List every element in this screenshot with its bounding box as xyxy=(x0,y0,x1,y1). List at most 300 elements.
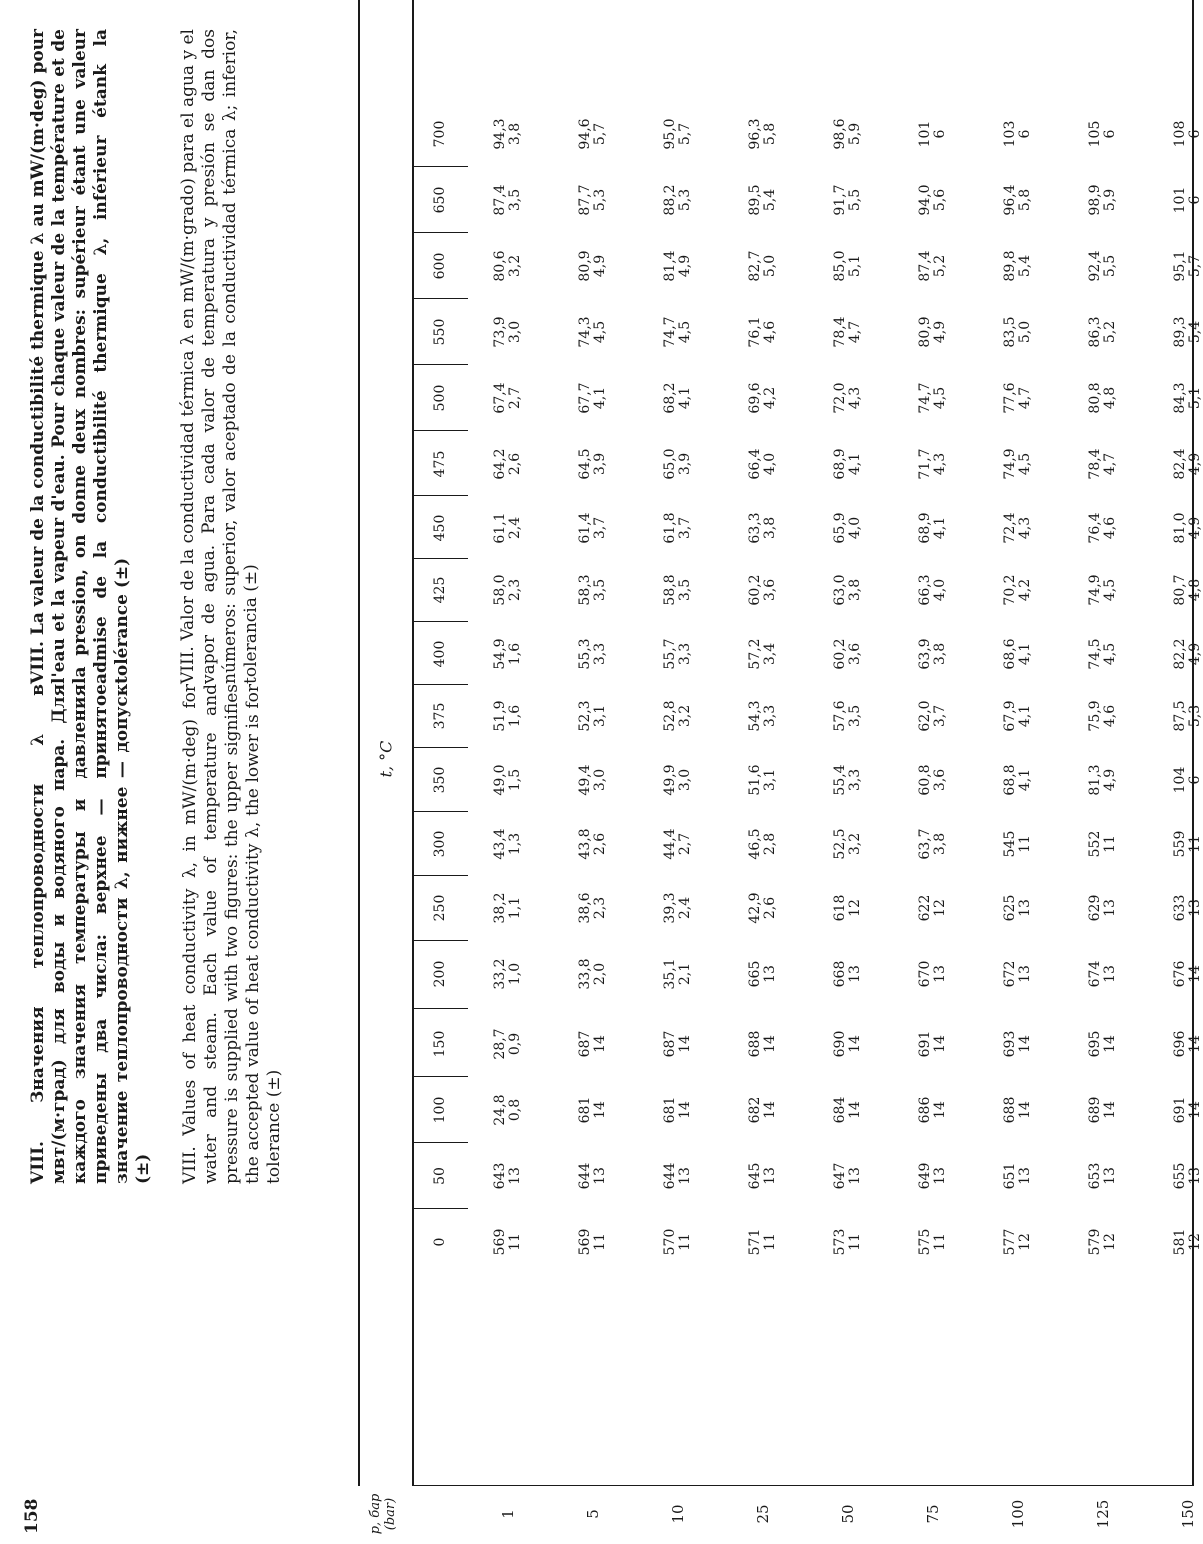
temperature-header-divider xyxy=(412,1008,468,1009)
accepted-value: 633 xyxy=(1172,894,1188,922)
accepted-value: 88,2 xyxy=(662,184,678,216)
accepted-value: 52,8 xyxy=(662,700,678,732)
table-cell xyxy=(663,828,693,859)
tolerance-value: 4,2 xyxy=(1017,578,1033,602)
accepted-value: 55,3 xyxy=(577,638,593,670)
tolerance-value: 6 xyxy=(932,129,948,139)
accepted-value: 43,4 xyxy=(492,828,508,860)
table-cell xyxy=(918,1031,948,1058)
accepted-value: 66,3 xyxy=(917,574,933,606)
pressure-header: p, бар (bar) xyxy=(368,1493,398,1535)
tolerance-value: 3,5 xyxy=(592,578,608,602)
tolerance-value: 4,6 xyxy=(1102,516,1118,540)
accepted-value: 69,6 xyxy=(747,382,763,414)
tolerance-value: 3,2 xyxy=(507,254,523,278)
temperature-header-divider xyxy=(412,621,468,622)
table-cell xyxy=(1173,1031,1203,1058)
table-cell xyxy=(918,638,948,669)
table-cell xyxy=(833,512,863,543)
accepted-value: 67,7 xyxy=(577,382,593,414)
table-cell xyxy=(663,118,693,149)
table-cell xyxy=(1003,1097,1033,1124)
table-cell xyxy=(1088,1097,1118,1124)
accepted-value: 643 xyxy=(492,1162,508,1190)
accepted-value: 68,9 xyxy=(917,512,933,544)
accepted-value: 625 xyxy=(1002,894,1018,922)
temperature-header-150: 150 xyxy=(432,1030,448,1058)
table-cell xyxy=(663,1031,693,1058)
table-cell xyxy=(1003,961,1033,988)
tolerance-value: 3,8 xyxy=(847,578,863,602)
table-cell xyxy=(578,638,608,669)
table-cell xyxy=(578,958,608,989)
table-cell xyxy=(1173,316,1203,347)
tolerance-value: 12 xyxy=(932,899,948,917)
tolerance-value: 14 xyxy=(677,1035,693,1053)
tolerance-value: 6 xyxy=(1187,195,1203,205)
table-cell xyxy=(1173,1097,1203,1124)
tolerance-value: 11 xyxy=(677,1233,693,1251)
tolerance-value: 4,7 xyxy=(1017,386,1033,410)
accepted-value: 569 xyxy=(492,1228,508,1256)
tolerance-value: 2,4 xyxy=(677,896,693,920)
table-cell xyxy=(663,764,693,795)
table-cell xyxy=(918,961,948,988)
tolerance-value: 5,7 xyxy=(677,122,693,146)
tolerance-value: 14 xyxy=(1187,1035,1203,1053)
temperature-header-100: 100 xyxy=(432,1096,448,1124)
pressure-label-150: 150 xyxy=(1179,1499,1197,1529)
table-cell xyxy=(663,958,693,989)
table-cell xyxy=(833,250,863,281)
table-cell xyxy=(1003,895,1033,922)
accepted-value: 72,4 xyxy=(1002,512,1018,544)
tolerance-value: 11 xyxy=(1102,835,1118,853)
accepted-value: 688 xyxy=(1002,1096,1018,1124)
table-cell xyxy=(578,828,608,859)
table-cell xyxy=(1088,316,1118,347)
tolerance-value: 3,6 xyxy=(932,768,948,792)
accepted-value: 579 xyxy=(1087,1228,1103,1256)
tolerance-value: 14 xyxy=(677,1101,693,1119)
tolerance-value: 2,6 xyxy=(592,832,608,856)
table-cell xyxy=(1003,574,1033,605)
tolerance-value: 14 xyxy=(1102,1101,1118,1119)
tolerance-value: 4,3 xyxy=(847,386,863,410)
accepted-value: 95,0 xyxy=(662,118,678,150)
table-cell xyxy=(748,316,778,347)
tolerance-value: 3,3 xyxy=(592,642,608,666)
tolerance-value: 12 xyxy=(1187,1233,1203,1251)
table-cell xyxy=(833,961,863,988)
caption-french: VIII. La valeur de la conductibilité thermique λ au mW/(m·deg) pour l'eau et la vapeur d'eau. Pour chaque valeur de la température et de la pression, on donne deux nombres: supérieur étant une valeur admise de la conductibilité thermique λ, inférieur étank la tolérance (±) xyxy=(28,29,132,684)
pressure-label-1: 1 xyxy=(499,1509,517,1519)
accepted-value: 77,6 xyxy=(1002,382,1018,414)
temperature-axis-header: t, °C xyxy=(376,740,396,778)
accepted-value: 44,4 xyxy=(662,828,678,860)
table-cell xyxy=(1003,700,1033,731)
accepted-value: 101 xyxy=(917,120,933,148)
pressure-label-125: 125 xyxy=(1094,1499,1112,1529)
table-cell xyxy=(1173,895,1203,922)
table-cell xyxy=(748,118,778,149)
tolerance-value: 4,8 xyxy=(1102,386,1118,410)
tolerance-value: 13 xyxy=(762,1167,778,1185)
tolerance-value: 4,9 xyxy=(677,254,693,278)
table-cell xyxy=(1088,1163,1118,1190)
accepted-value: 51,9 xyxy=(492,700,508,732)
tolerance-value: 5,4 xyxy=(1187,320,1203,344)
table-cell xyxy=(833,638,863,669)
accepted-value: 60,2 xyxy=(832,638,848,670)
tolerance-value: 3,1 xyxy=(762,768,778,792)
table-cell xyxy=(1003,512,1033,543)
table-cell xyxy=(493,316,523,347)
table-cell xyxy=(663,184,693,215)
accepted-value: 94,6 xyxy=(577,118,593,150)
accepted-value: 67,4 xyxy=(492,382,508,414)
temperature-header-300: 300 xyxy=(432,830,448,858)
table-top-rule xyxy=(358,0,360,1486)
accepted-value: 653 xyxy=(1087,1162,1103,1190)
tolerance-value: 5,2 xyxy=(932,254,948,278)
table-cell xyxy=(1088,250,1118,281)
tolerance-value: 4,5 xyxy=(677,320,693,344)
accepted-value: 670 xyxy=(917,960,933,988)
accepted-value: 98,9 xyxy=(1087,184,1103,216)
table-cell xyxy=(748,574,778,605)
accepted-value: 63,3 xyxy=(747,512,763,544)
tolerance-value: 12 xyxy=(847,899,863,917)
table-cell xyxy=(833,1163,863,1190)
accepted-value: 65,9 xyxy=(832,512,848,544)
tolerance-value: 11 xyxy=(1187,835,1203,853)
accepted-value: 35,1 xyxy=(662,958,678,990)
tolerance-value: 1,6 xyxy=(507,642,523,666)
tolerance-value: 2,6 xyxy=(507,452,523,476)
accepted-value: 80,6 xyxy=(492,250,508,282)
table-cell xyxy=(663,316,693,347)
tolerance-value: 12 xyxy=(1017,1233,1033,1251)
table-cell xyxy=(918,1163,948,1190)
temperature-header-divider xyxy=(412,684,468,685)
tolerance-value: 4,5 xyxy=(1017,452,1033,476)
accepted-value: 83,5 xyxy=(1002,316,1018,348)
accepted-value: 55,7 xyxy=(662,638,678,670)
table-cell xyxy=(578,892,608,923)
table-cell xyxy=(663,1229,693,1256)
table-cell xyxy=(1173,448,1203,479)
accepted-value: 49,9 xyxy=(662,764,678,796)
pressure-column-rule xyxy=(412,1485,1192,1486)
accepted-value: 87,7 xyxy=(577,184,593,216)
table-cell xyxy=(918,764,948,795)
accepted-value: 552 xyxy=(1087,830,1103,858)
accepted-value: 644 xyxy=(577,1162,593,1190)
tolerance-value: 4,6 xyxy=(1102,704,1118,728)
tolerance-value: 14 xyxy=(1017,1101,1033,1119)
tolerance-value: 13 xyxy=(1017,899,1033,917)
tolerance-value: 3,8 xyxy=(932,642,948,666)
tolerance-value: 1,0 xyxy=(507,962,523,986)
table-cell xyxy=(1003,250,1033,281)
table-cell xyxy=(578,250,608,281)
table-cell xyxy=(1088,1031,1118,1058)
tolerance-value: 14 xyxy=(1102,1035,1118,1053)
accepted-value: 49,4 xyxy=(577,764,593,796)
accepted-value: 695 xyxy=(1087,1030,1103,1058)
tolerance-value: 2,7 xyxy=(677,832,693,856)
table-cell xyxy=(493,1028,523,1059)
table-cell xyxy=(918,512,948,543)
accepted-value: 76,4 xyxy=(1087,512,1103,544)
table-cell xyxy=(663,512,693,543)
accepted-value: 75,9 xyxy=(1087,700,1103,732)
tolerance-value: 5,5 xyxy=(1102,254,1118,278)
tolerance-value: 5,7 xyxy=(1187,254,1203,278)
tolerance-value: 3,5 xyxy=(507,188,523,212)
table-cell xyxy=(1173,187,1203,214)
tolerance-value: 6 xyxy=(1017,129,1033,139)
table-cell xyxy=(493,382,523,413)
temperature-header-200: 200 xyxy=(432,960,448,988)
tolerance-value: 13 xyxy=(847,965,863,983)
accepted-value: 46,5 xyxy=(747,828,763,860)
tolerance-value: 4,1 xyxy=(1017,704,1033,728)
table-cell xyxy=(1088,700,1118,731)
accepted-value: 668 xyxy=(832,960,848,988)
tolerance-value: 4,9 xyxy=(932,320,948,344)
table-cell xyxy=(1173,512,1203,543)
tolerance-value: 5,3 xyxy=(677,188,693,212)
page-number: 158 xyxy=(22,1498,42,1534)
tolerance-value: 5,4 xyxy=(762,188,778,212)
accepted-value: 645 xyxy=(747,1162,763,1190)
tolerance-value: 2,1 xyxy=(677,962,693,986)
temperature-header-divider xyxy=(412,298,468,299)
tolerance-value: 3,3 xyxy=(677,642,693,666)
table-cell xyxy=(748,382,778,413)
accepted-value: 66,4 xyxy=(747,448,763,480)
accepted-value: 81,4 xyxy=(662,250,678,282)
accepted-value: 105 xyxy=(1087,120,1103,148)
tolerance-value: 13 xyxy=(1017,1167,1033,1185)
accepted-value: 82,7 xyxy=(747,250,763,282)
tolerance-value: 4,3 xyxy=(1017,516,1033,540)
tolerance-value: 4,5 xyxy=(1102,642,1118,666)
table-cell xyxy=(1173,700,1203,731)
table-cell xyxy=(1003,448,1033,479)
tolerance-value: 13 xyxy=(677,1167,693,1185)
table-cell xyxy=(1088,895,1118,922)
tolerance-value: 4,7 xyxy=(1102,452,1118,476)
table-cell xyxy=(493,892,523,923)
tolerance-value: 14 xyxy=(847,1101,863,1119)
tolerance-value: 4,9 xyxy=(1187,516,1203,540)
tolerance-value: 13 xyxy=(1187,899,1203,917)
temperature-header-600: 600 xyxy=(432,252,448,280)
table-cell xyxy=(578,700,608,731)
tolerance-value: 5,2 xyxy=(1102,320,1118,344)
tolerance-value: 5,0 xyxy=(762,254,778,278)
table-cell xyxy=(578,1229,608,1256)
tolerance-value: 3,7 xyxy=(932,704,948,728)
pressure-label-50: 50 xyxy=(839,1504,857,1524)
tolerance-value: 13 xyxy=(1187,1167,1203,1185)
tolerance-value: 3,2 xyxy=(677,704,693,728)
table-cell xyxy=(748,1229,778,1256)
tolerance-value: 2,8 xyxy=(762,832,778,856)
table-cell xyxy=(748,892,778,923)
accepted-value: 559 xyxy=(1172,830,1188,858)
table-cell xyxy=(748,184,778,215)
table-cell xyxy=(493,1094,523,1125)
tolerance-value: 2,7 xyxy=(507,386,523,410)
table-cell xyxy=(1003,121,1033,148)
temperature-header-250: 250 xyxy=(432,894,448,922)
tolerance-value: 11 xyxy=(932,1233,948,1251)
tolerance-value: 4,9 xyxy=(1187,452,1203,476)
tolerance-value: 1,1 xyxy=(507,896,523,920)
accepted-value: 570 xyxy=(662,1228,678,1256)
table-cell xyxy=(663,700,693,731)
accepted-value: 54,9 xyxy=(492,638,508,670)
tolerance-value: 3,7 xyxy=(592,516,608,540)
accepted-value: 649 xyxy=(917,1162,933,1190)
accepted-value: 87,4 xyxy=(917,250,933,282)
table-cell xyxy=(918,184,948,215)
table-cell xyxy=(1003,1031,1033,1058)
tolerance-value: 3,8 xyxy=(507,122,523,146)
temperature-header-475: 475 xyxy=(432,450,448,478)
tolerance-value: 14 xyxy=(932,1101,948,1119)
tolerance-value: 6 xyxy=(1102,129,1118,139)
table-cell xyxy=(1088,1229,1118,1256)
table-cell xyxy=(1088,512,1118,543)
table-cell xyxy=(833,895,863,922)
table-cell xyxy=(748,638,778,669)
accepted-value: 52,5 xyxy=(832,828,848,860)
accepted-value: 57,2 xyxy=(747,638,763,670)
table-cell xyxy=(918,700,948,731)
table-cell xyxy=(1173,767,1203,794)
tolerance-value: 5,1 xyxy=(847,254,863,278)
accepted-value: 38,2 xyxy=(492,892,508,924)
table-cell xyxy=(578,764,608,795)
tolerance-value: 13 xyxy=(1017,965,1033,983)
temperature-header-400: 400 xyxy=(432,640,448,668)
caption-english: VIII. Values of heat conductivity λ, in mW/(m·deg) for water and steam. Each value of temperature and pressure is supplied with two figures: the upper signifies the accepted value of heat conductivity λ, the lower is for tolerance (±) xyxy=(180,684,284,1184)
table-cell xyxy=(1003,1229,1033,1256)
tolerance-value: 11 xyxy=(762,1233,778,1251)
table-cell xyxy=(833,828,863,859)
table-cell xyxy=(748,1163,778,1190)
tolerance-value: 5,4 xyxy=(1017,254,1033,278)
table-cell xyxy=(578,118,608,149)
table-cell xyxy=(833,764,863,795)
accepted-value: 629 xyxy=(1087,894,1103,922)
table-cell xyxy=(1088,961,1118,988)
table-cell xyxy=(1003,831,1033,858)
tolerance-value: 5,3 xyxy=(1187,704,1203,728)
accepted-value: 68,2 xyxy=(662,382,678,414)
accepted-value: 64,2 xyxy=(492,448,508,480)
accepted-value: 54,3 xyxy=(747,700,763,732)
temperature-header-375: 375 xyxy=(432,702,448,730)
table-cell xyxy=(1088,764,1118,795)
table-cell xyxy=(1173,638,1203,669)
temperature-header-divider xyxy=(412,1076,468,1077)
tolerance-value: 2,6 xyxy=(762,896,778,920)
table-cell xyxy=(578,574,608,605)
accepted-value: 98,6 xyxy=(832,118,848,150)
accepted-value: 78,4 xyxy=(1087,448,1103,480)
table-cell xyxy=(1088,638,1118,669)
accepted-value: 33,2 xyxy=(492,958,508,990)
table-cell xyxy=(1003,764,1033,795)
accepted-value: 91,7 xyxy=(832,184,848,216)
accepted-value: 581 xyxy=(1172,1228,1188,1256)
accepted-value: 81,3 xyxy=(1087,764,1103,796)
temperature-header-divider xyxy=(412,558,468,559)
tolerance-value: 13 xyxy=(932,1167,948,1185)
table-cell xyxy=(493,574,523,605)
accepted-value: 68,8 xyxy=(1002,764,1018,796)
table-cell xyxy=(1173,382,1203,413)
table-cell xyxy=(578,1031,608,1058)
table-cell xyxy=(493,828,523,859)
accepted-value: 61,1 xyxy=(492,512,508,544)
tolerance-value: 14 xyxy=(1017,1035,1033,1053)
accepted-value: 74,3 xyxy=(577,316,593,348)
temperature-header-500: 500 xyxy=(432,384,448,412)
accepted-value: 655 xyxy=(1172,1162,1188,1190)
accepted-value: 58,8 xyxy=(662,574,678,606)
table-cell xyxy=(1088,831,1118,858)
accepted-value: 681 xyxy=(577,1096,593,1124)
tolerance-value: 13 xyxy=(762,965,778,983)
tolerance-value: 3,0 xyxy=(677,768,693,792)
table-cell xyxy=(663,1163,693,1190)
tolerance-value: 3,9 xyxy=(592,452,608,476)
tolerance-value: 13 xyxy=(1102,965,1118,983)
table-cell xyxy=(748,700,778,731)
table-cell xyxy=(663,448,693,479)
accepted-value: 49,0 xyxy=(492,764,508,796)
temperature-header-divider xyxy=(412,940,468,941)
temperature-header-divider xyxy=(412,232,468,233)
table-cell xyxy=(918,895,948,922)
temperature-header-divider xyxy=(412,1208,468,1209)
accepted-value: 92,4 xyxy=(1087,250,1103,282)
table-cell xyxy=(1003,638,1033,669)
tolerance-value: 5,7 xyxy=(592,122,608,146)
tolerance-value: 4,1 xyxy=(677,386,693,410)
tolerance-value: 1,3 xyxy=(507,832,523,856)
tolerance-value: 3,0 xyxy=(507,320,523,344)
table-cell xyxy=(1003,316,1033,347)
table-cell xyxy=(493,250,523,281)
accepted-value: 68,6 xyxy=(1002,638,1018,670)
accepted-value: 74,9 xyxy=(1087,574,1103,606)
table-cell xyxy=(918,448,948,479)
temperature-header-rule xyxy=(412,0,414,1486)
tolerance-value: 3,8 xyxy=(932,832,948,856)
accepted-value: 665 xyxy=(747,960,763,988)
table-cell xyxy=(493,1229,523,1256)
table-cell xyxy=(493,1163,523,1190)
table-cell xyxy=(833,118,863,149)
